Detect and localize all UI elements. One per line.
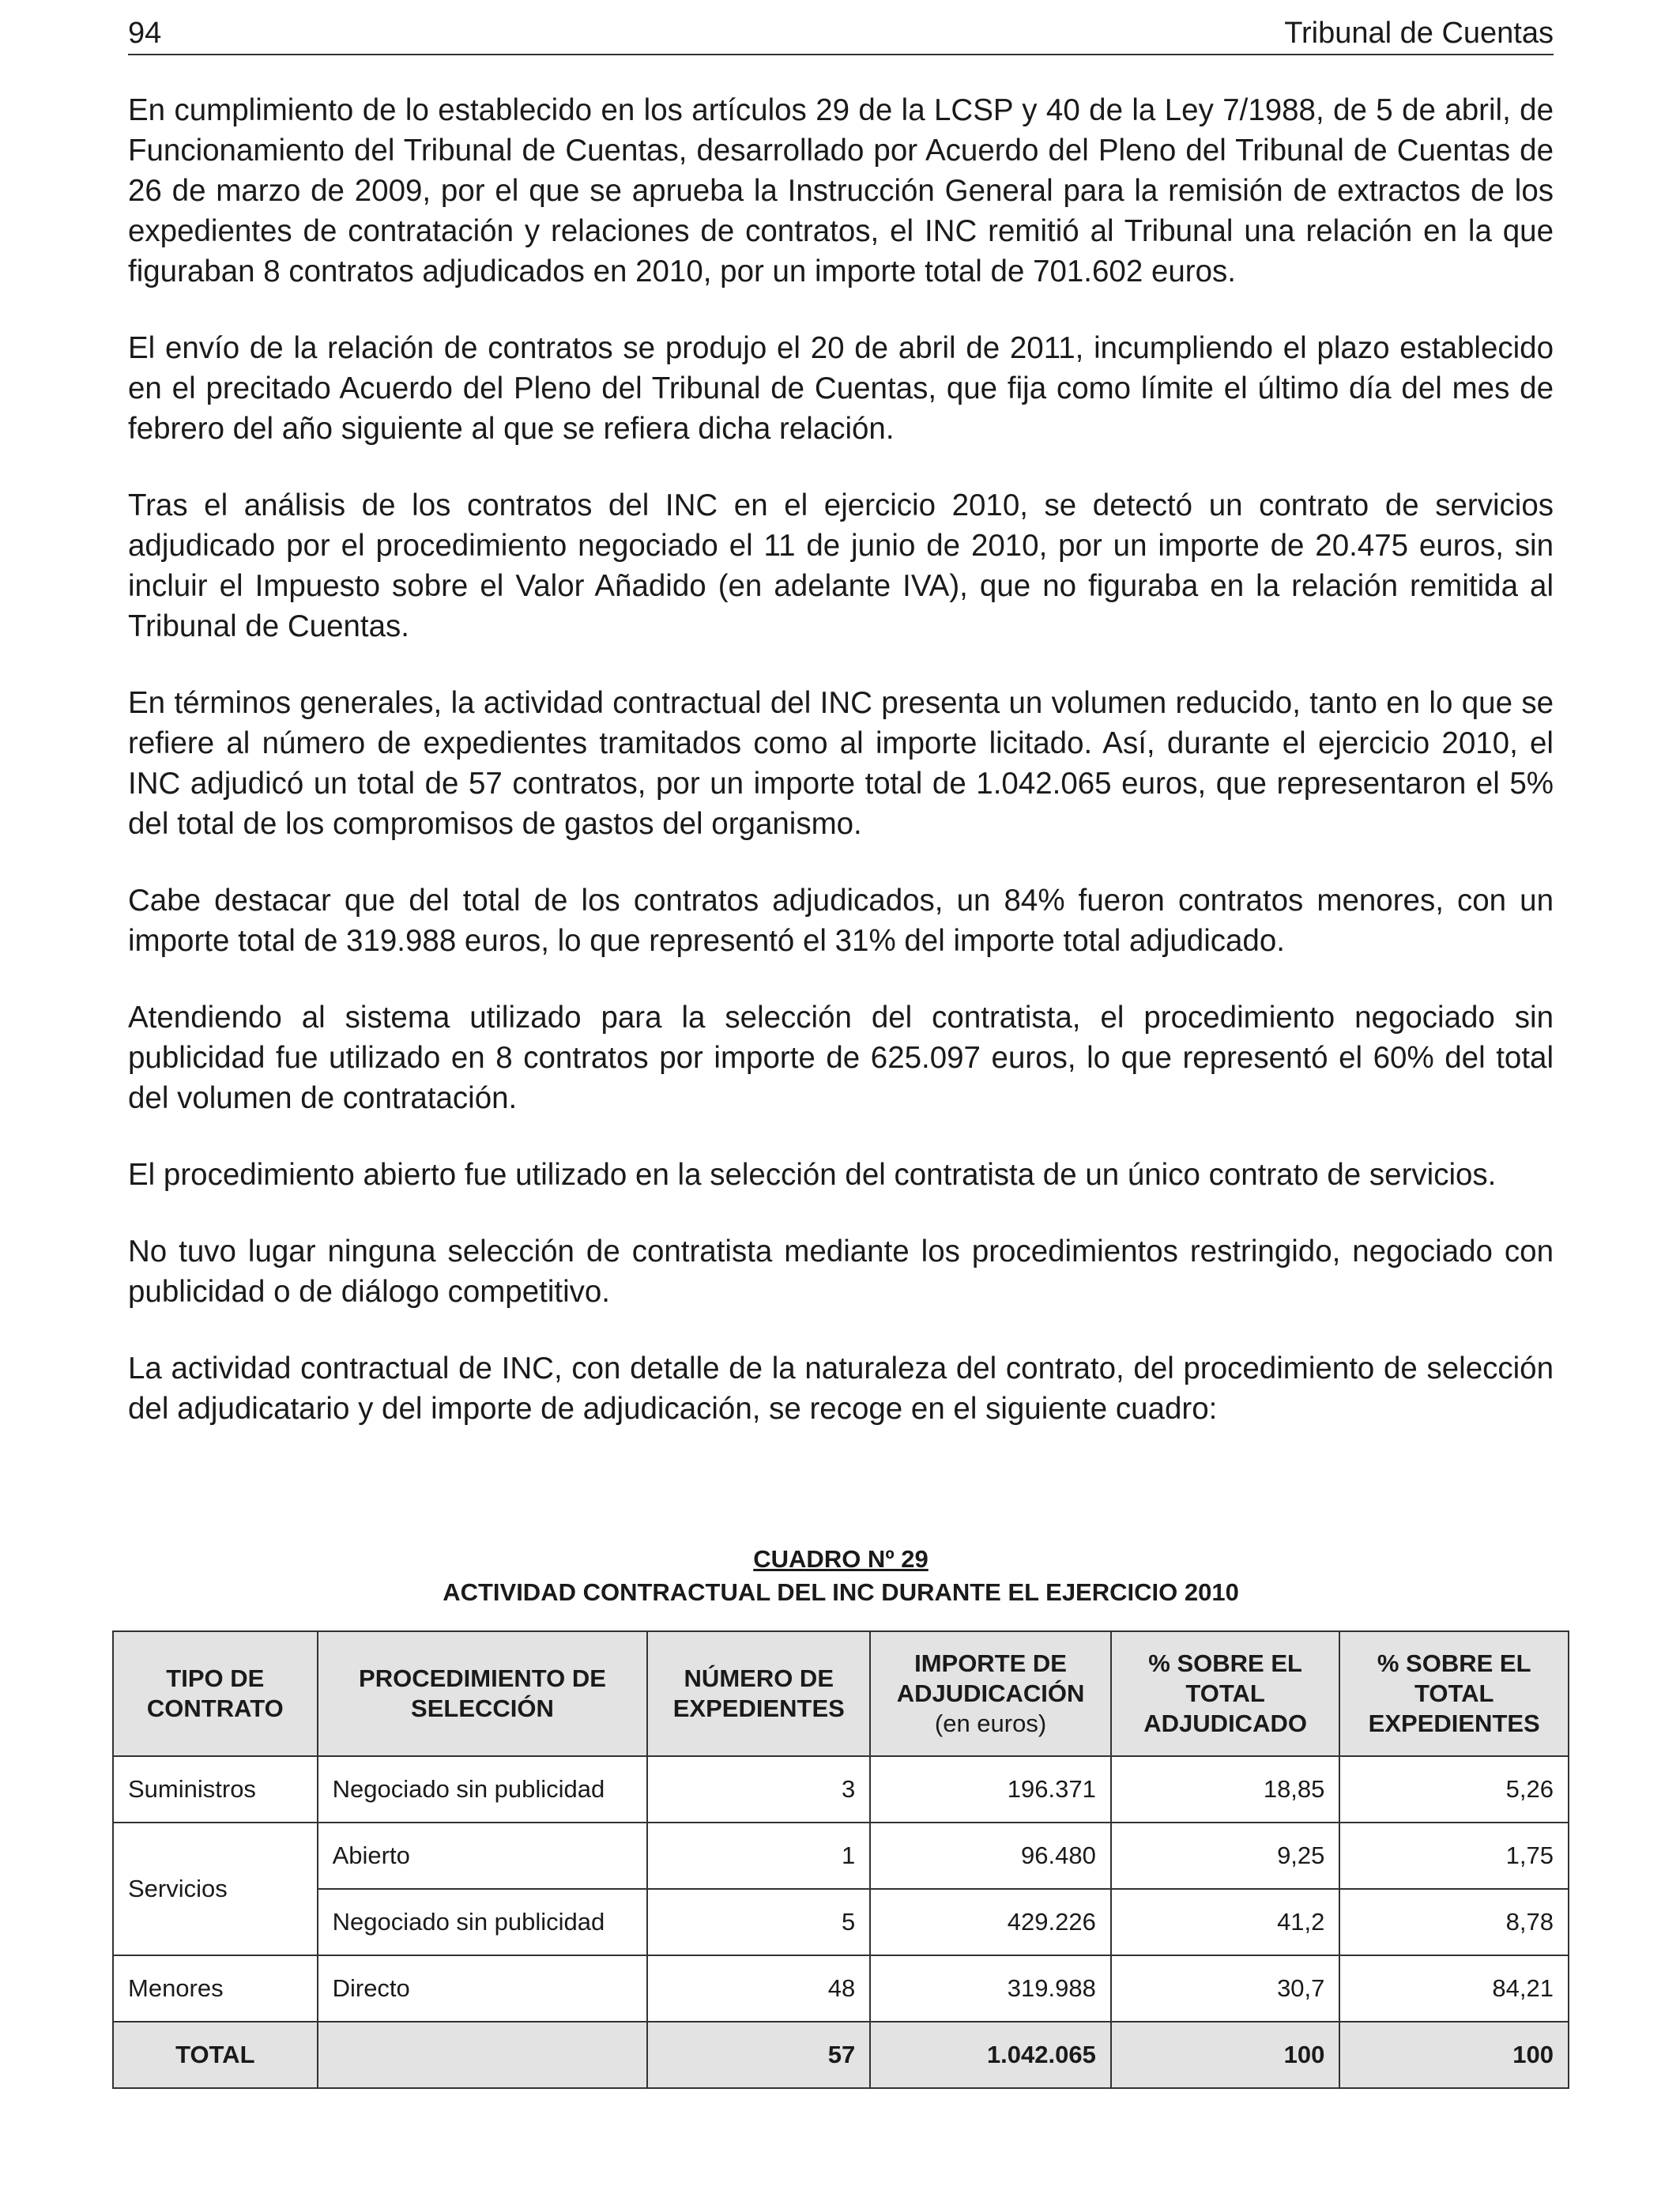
cell-pct-adjudicado: 41,2 (1111, 1889, 1340, 1955)
cell-pct-expedientes: 1,75 (1339, 1823, 1569, 1889)
table-row (113, 1756, 1569, 1823)
cell-importe: 319.988 (870, 1955, 1111, 2022)
paragraph: El procedimiento abierto fue utilizado en la selección del contratista de un único contrato de servicios. (128, 1158, 1497, 1192)
cell-procedimiento: Negociado sin publicidad (318, 1756, 648, 1823)
table-row (113, 1889, 1569, 1955)
cell-pct-adjudicado: 30,7 (1111, 1955, 1340, 2022)
table-number: CUADRO Nº 29 (753, 1545, 929, 1573)
cell-total-pct-expedientes: 100 (1339, 2022, 1569, 2088)
cell-pct-expedientes: 8,78 (1339, 1889, 1569, 1955)
paragraph: Cabe destacar que del total de los contratos adjudicados, un 84% fueron contratos menores, con un importe total de 319.988 euros, lo que representó el 31% del importe total adjudicado. (128, 884, 1554, 958)
cell-total-numero: 57 (647, 2022, 870, 2088)
header-numero: NÚMERO DE EXPEDIENTES (647, 1631, 870, 1756)
paragraph: La actividad contractual de INC, con detalle de la naturaleza del contrato, del procedimiento de selección del adjudicatario y del importe de adjudicación, se recoge en el siguiente cuadro: (128, 1351, 1554, 1426)
cell-pct-expedientes: 84,21 (1339, 1955, 1569, 2022)
paragraph: No tuvo lugar ninguna selección de contratista mediante los procedimientos restringido, negociado con publicidad o de diálogo competitivo. (128, 1235, 1554, 1309)
cell-numero: 1 (647, 1823, 870, 1889)
table-row (113, 1955, 1569, 2022)
paragraph: Atendiendo al sistema utilizado para la selección del contratista, el procedimiento negociado sin publicidad fue utilizado en 8 contratos por importe de 625.097 euros, lo que representó el 60% del total del volumen de contratación. (128, 1001, 1554, 1115)
table-title: ACTIVIDAD CONTRACTUAL DEL INC DURANTE EL EJERCICIO 2010 (443, 1578, 1239, 1606)
cell-tipo: Servicios (113, 1823, 318, 1955)
header-importe-unit: (en euros) (934, 1710, 1047, 1737)
cell-pct-expedientes: 5,26 (1339, 1756, 1569, 1823)
cell-importe: 96.480 (870, 1823, 1111, 1889)
cell-numero: 48 (647, 1955, 870, 2022)
header-tipo: TIPO DE CONTRATO (113, 1631, 318, 1756)
cell-numero: 5 (647, 1889, 870, 1955)
cell-pct-adjudicado: 18,85 (1111, 1756, 1340, 1823)
contract-activity-table (112, 1630, 1569, 2089)
header-importe-label: IMPORTE DE ADJUDICACIÓN (896, 1649, 1085, 1707)
running-title: Tribunal de Cuentas (1284, 17, 1554, 50)
cell-procedimiento: Abierto (318, 1823, 648, 1889)
paragraph: En términos generales, la actividad contractual del INC presenta un volumen reducido, tanto en lo que se refiere al número de expedientes tramitados como al importe licitado. Así, durante el ejercicio 2010, el INC adjudicó un total de 57 contratos, por un importe total de 1.042.065 euros, que representaron el 5% del total de los compromisos de gastos del organismo. (128, 686, 1554, 841)
cell-procedimiento: Negociado sin publicidad (318, 1889, 648, 1955)
cell-tipo: Suministros (113, 1756, 318, 1823)
body-text (128, 90, 1554, 1465)
paragraph: En cumplimiento de lo establecido en los artículos 29 de la LCSP y 40 de la Ley 7/1988, de 5 de abril, de Funcionamiento del Tribunal de Cuentas, desarrollado por Acuerdo del Pleno del Tribunal de Cuentas de 26 de marzo de 2009, por el que se aprueba la Instrucción General para la remisión de extractos de los expedientes de contratación y relaciones de contratos, el INC remitió al Tribunal una relación en la que figuraban 8 contratos adjudicados en 2010, por un importe total de 701.602 euros. (128, 93, 1554, 288)
cell-numero: 3 (647, 1756, 870, 1823)
cell-tipo: Menores (113, 1955, 318, 2022)
table-row (113, 1823, 1569, 1889)
paragraph: Tras el análisis de los contratos del INC en el ejercicio 2010, se detectó un contrato de servicios adjudicado por el procedimiento negociado el 11 de junio de 2010, por un importe de 20.475 euros, sin incluir el Impuesto sobre el Valor Añadido (en adelante IVA), que no figuraba en la relación remitida al Tribunal de Cuentas. (128, 488, 1554, 643)
header-pct-expedientes: % SOBRE EL TOTAL EXPEDIENTES (1339, 1631, 1569, 1756)
table-caption (128, 1543, 1554, 1609)
cell-total-pct-adjudicado: 100 (1111, 2022, 1340, 2088)
paragraph: El envío de la relación de contratos se produjo el 20 de abril de 2011, incumpliendo el plazo establecido en el precitado Acuerdo del Pleno del Tribunal de Cuentas, que fija como límite el último día del mes de febrero del año siguiente al que se refiera dicha relación. (128, 331, 1554, 446)
page-header (128, 6, 1554, 55)
cell-total-empty (318, 2022, 648, 2088)
header-importe (870, 1631, 1111, 1756)
header-procedimiento: PROCEDIMIENTO DE SELECCIÓN (318, 1631, 648, 1756)
cell-total-label: TOTAL (113, 2022, 318, 2088)
cell-procedimiento: Directo (318, 1955, 648, 2022)
cell-importe: 196.371 (870, 1756, 1111, 1823)
header-pct-adjudicado: % SOBRE EL TOTAL ADJUDICADO (1111, 1631, 1340, 1756)
table-total-row (113, 2022, 1569, 2088)
page-number: 94 (128, 17, 162, 50)
cell-importe: 429.226 (870, 1889, 1111, 1955)
cell-total-importe: 1.042.065 (870, 2022, 1111, 2088)
cell-pct-adjudicado: 9,25 (1111, 1823, 1340, 1889)
table-header-row (113, 1631, 1569, 1756)
